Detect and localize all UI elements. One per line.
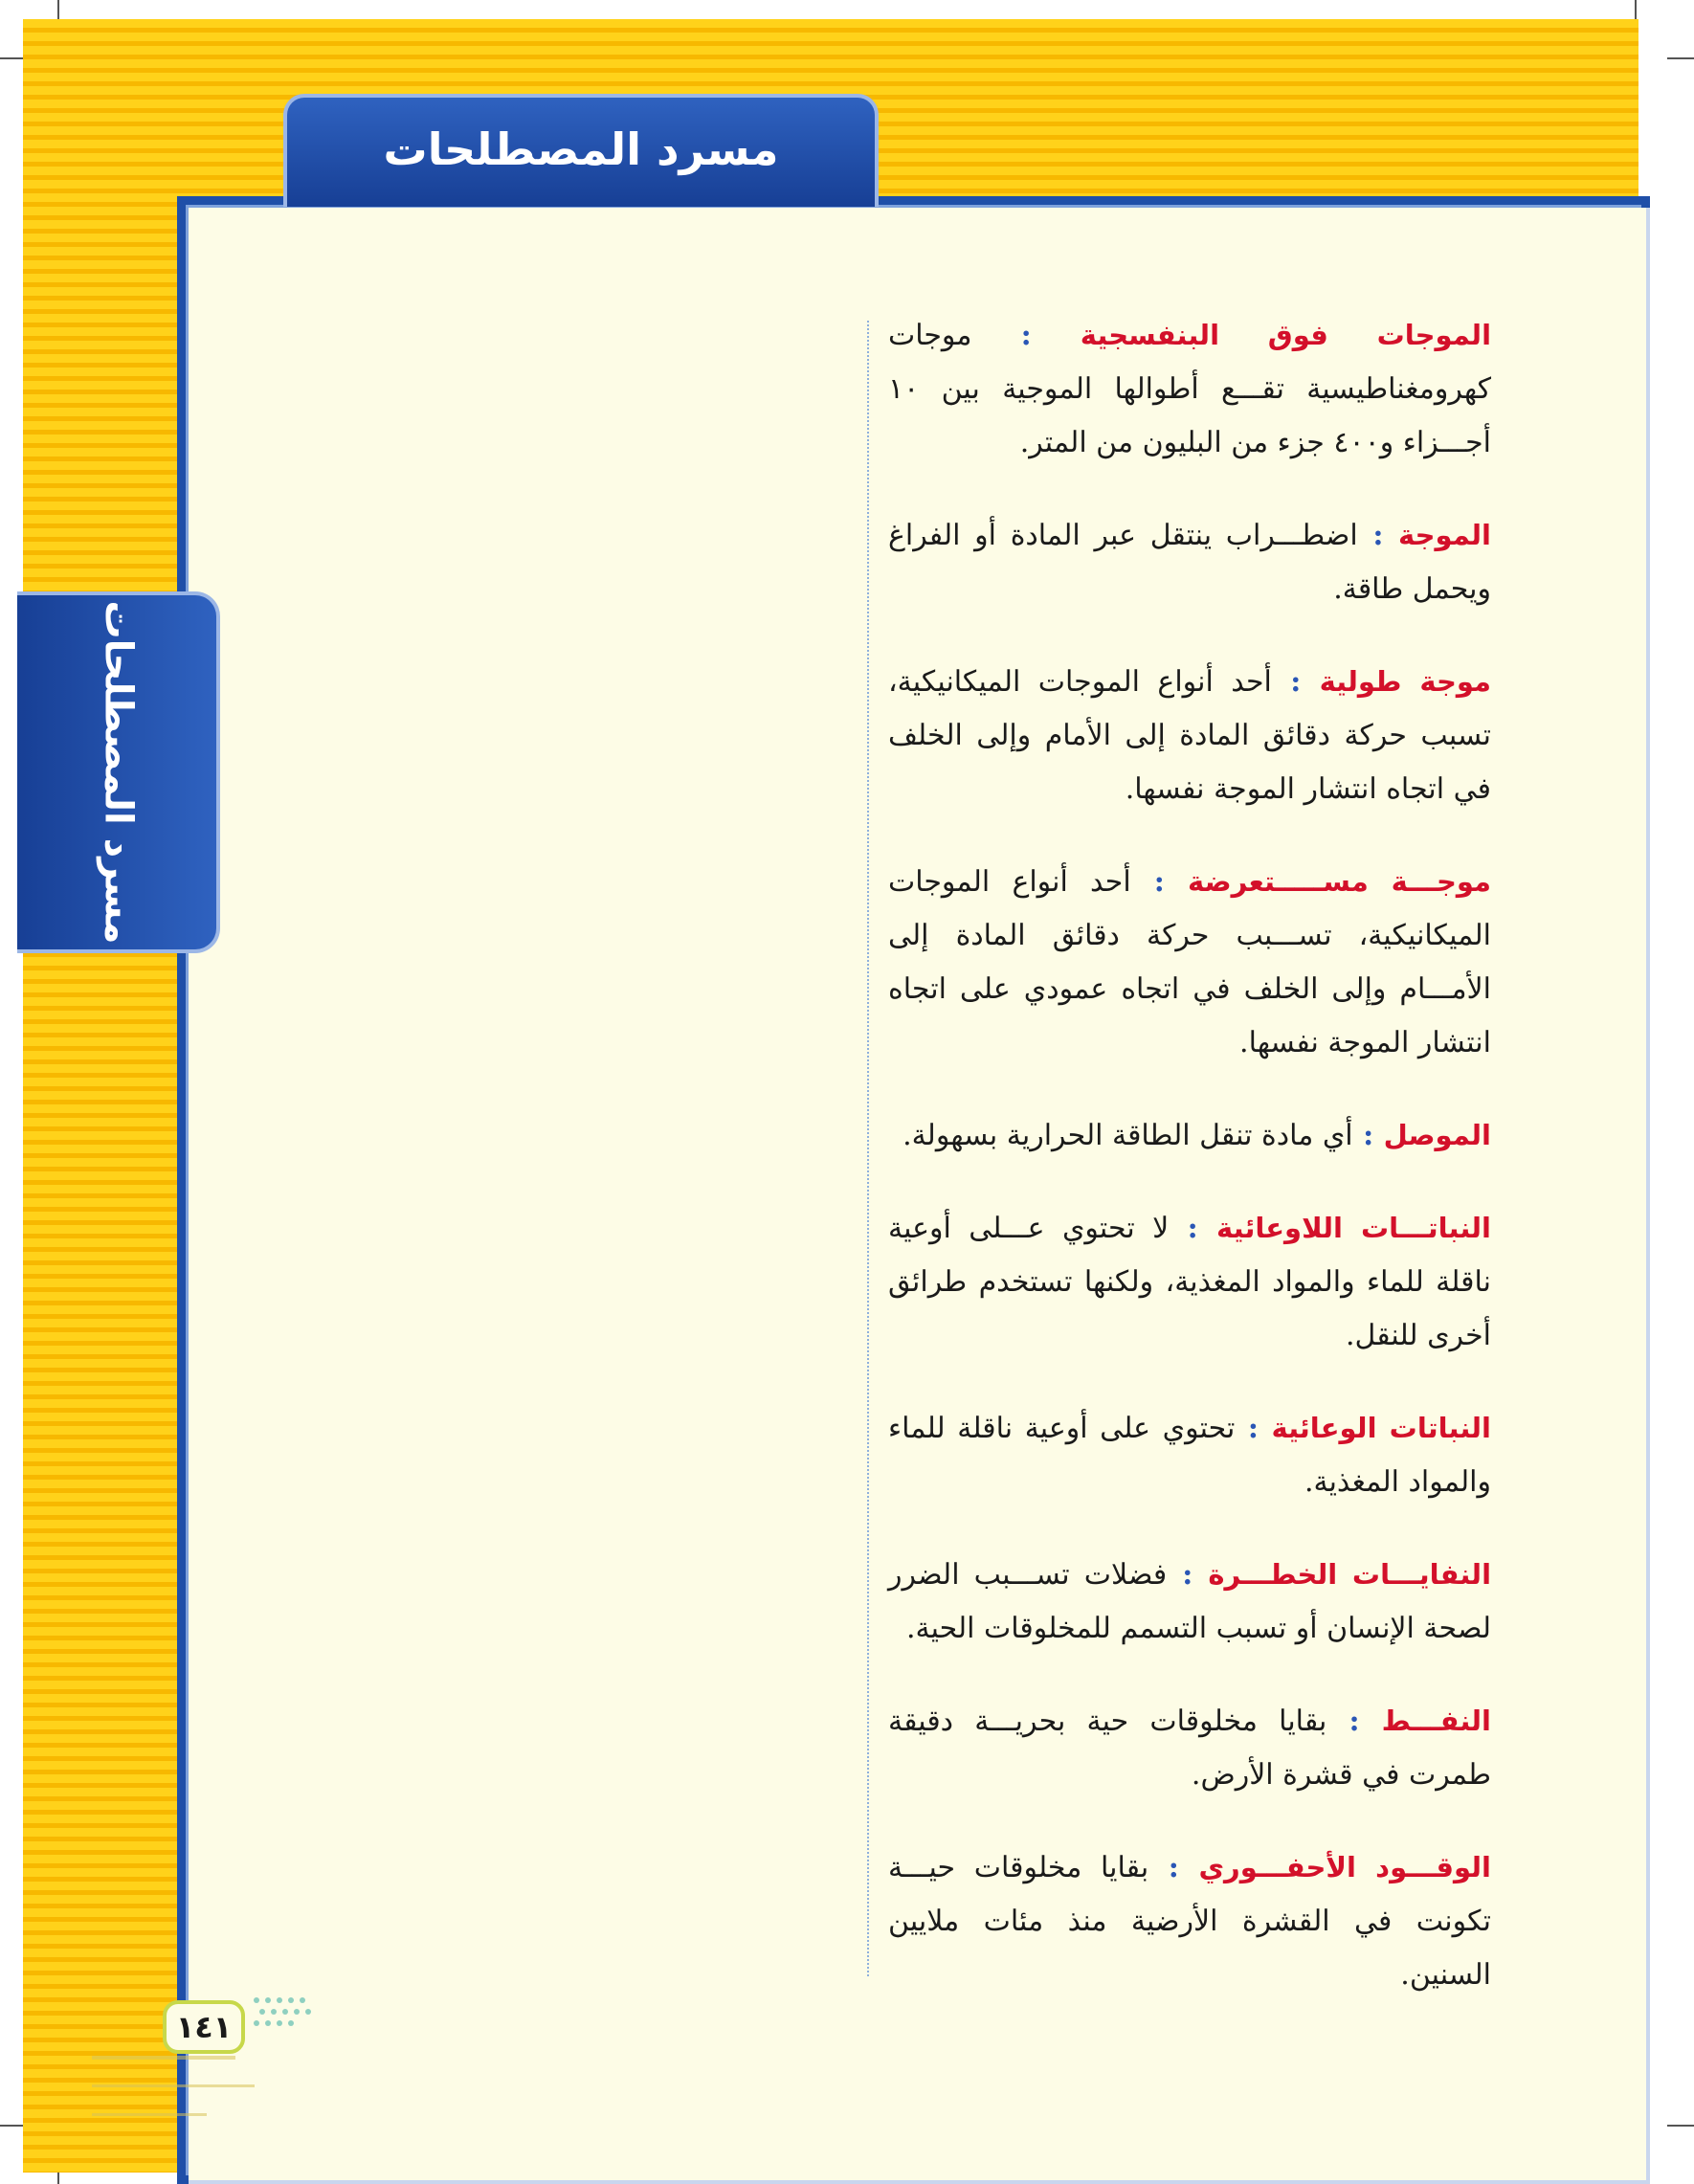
crop-mark <box>1667 57 1694 59</box>
term-colon: : <box>1130 865 1188 899</box>
term-colon: : <box>1352 1119 1384 1152</box>
glossary-definition: بقايا مخلوقات حية بحريـــة دقيقة طمرت في قشرة الأرض. <box>888 1705 1491 1792</box>
side-tab-label-wrap <box>17 591 220 953</box>
glossary-term: موجة طولية <box>1319 665 1491 698</box>
glossary-definition: اضطـــراب ينتقل عبر المادة أو الفراغ ويحمل طاقة. <box>888 519 1491 606</box>
term-colon: : <box>1271 665 1320 699</box>
column-divider <box>867 321 869 1976</box>
glossary-entry <box>888 855 1491 1070</box>
crop-mark <box>1667 2125 1694 2127</box>
glossary-term: النفـــط <box>1381 1705 1491 1737</box>
glossary-term: الموجة <box>1398 519 1491 551</box>
glossary-definition: لا تحتوي عـــلى أوعية ناقلة للماء والمواد المغذية، ولكنها تستخدم طرائق أخرى للنقل. <box>888 1212 1491 1352</box>
glossary-column <box>888 308 1491 2040</box>
ministry-watermark-logo <box>92 2037 264 2146</box>
term-colon: : <box>1169 1212 1217 1245</box>
glossary-definition: أي مادة تنقل الطاقة الحرارية بسهولة. <box>903 1119 1353 1152</box>
glossary-term: الموصل <box>1383 1119 1491 1151</box>
glossary-entry <box>888 655 1491 816</box>
page-title: مسرد المصطلحات <box>383 123 779 175</box>
term-colon: : <box>1148 1851 1199 1884</box>
glossary-term: النباتات الوعائية <box>1271 1412 1491 1444</box>
term-colon: : <box>1167 1558 1209 1592</box>
glossary-entry <box>888 1694 1491 1802</box>
glossary-entry <box>888 508 1491 616</box>
watermark-icon <box>92 2037 264 2142</box>
glossary-definition: أحد أنواع الموجات الميكانيكية، تسبب حركة دقائق المادة إلى الأمام وإلى الخلف في اتجاه انتشار الموجة نفسها. <box>888 665 1491 806</box>
glossary-term: النفايـــات الخطـــرة <box>1208 1558 1492 1591</box>
term-colon: : <box>1357 519 1399 552</box>
glossary-term: النباتـــات اللاوعائية <box>1216 1212 1491 1244</box>
glossary-term: موجـــة مســـــتعرضة <box>1187 865 1491 898</box>
glossary-definition: بقايا مخلوقات حيـــة تكونت في القشرة الأرضية منذ مئات ملايين السنين. <box>888 1851 1491 1992</box>
glossary-term: الموجات فوق البنفسجية <box>1080 319 1492 351</box>
glossary-definition: أحد أنواع الموجات الميكانيكية، تســـبب حركة دقائق المادة إلى الأمـــام وإلى الخلف في اتجاه عمودي على اتجاه انتشار الموجة نفسها. <box>888 865 1491 1059</box>
glossary-entry <box>888 1548 1491 1656</box>
glossary-entry <box>888 1108 1491 1163</box>
glossary-entry <box>888 1401 1491 1509</box>
glossary-entry <box>888 308 1491 470</box>
glossary-definition: موجات كهرومغناطيسية تقـــع أطوالها الموجية بين ١٠ أجـــزاء و٤٠٠ جزء من البليون من المتر. <box>888 319 1491 459</box>
page-number: ١٤١ <box>175 2009 233 2045</box>
term-colon: : <box>1235 1412 1272 1445</box>
logo-dots-icon <box>249 1993 316 2040</box>
term-colon: : <box>1326 1705 1382 1738</box>
glossary-entry <box>888 1840 1491 2002</box>
glossary-definition: تحتوي على أوعية ناقلة للماء والمواد المغذية. <box>888 1412 1491 1499</box>
glossary-term: الوقـــود الأحفـــوري <box>1198 1851 1491 1883</box>
glossary-definition: فضلات تســـبب الضرر لصحة الإنسان أو تسبب التسمم للمخلوقات الحية. <box>888 1558 1491 1645</box>
side-tab-label: مسرد المصطلحات <box>97 600 142 945</box>
term-colon: : <box>971 319 1081 352</box>
glossary-entry <box>888 1201 1491 1363</box>
